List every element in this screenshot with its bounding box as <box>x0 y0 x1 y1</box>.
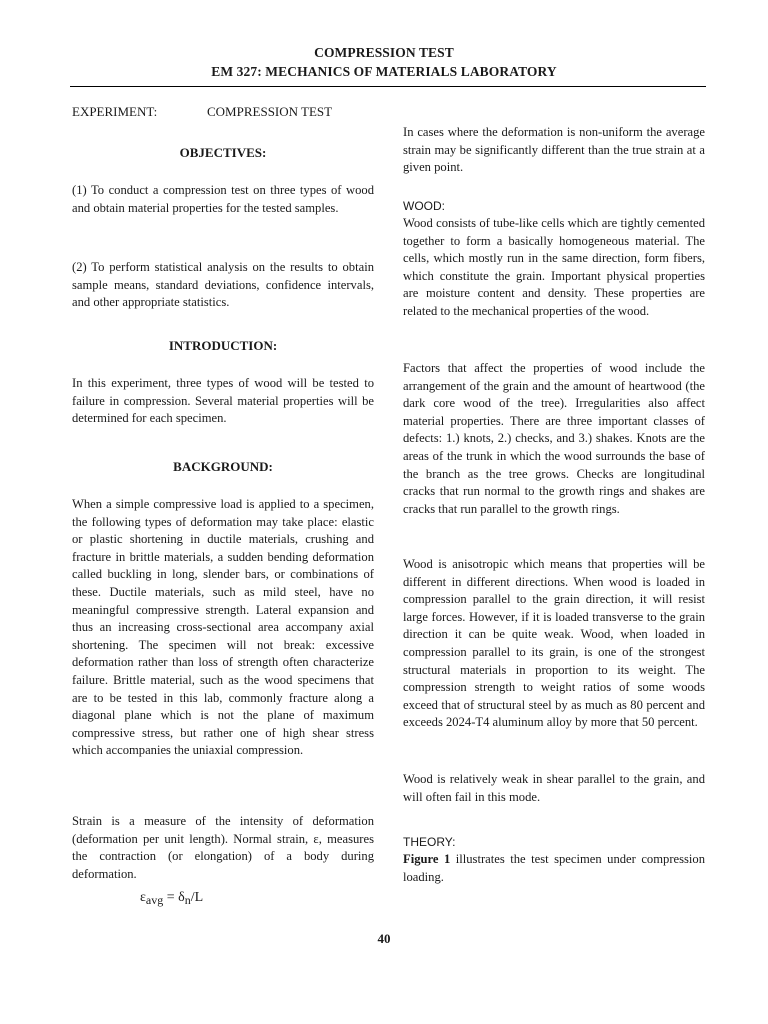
theory-body: illustrates the test specimen under compression loading. <box>403 852 706 884</box>
wood-heading: WOOD: <box>403 199 445 213</box>
document-title: COMPRESSION TEST <box>314 45 454 60</box>
experiment-label: EXPERIMENT: <box>72 104 158 119</box>
wood-paragraph-1: Wood consists of tube-like cells which are tightly cemented together to form a basically homogeneous material. The cells, which mostly run in the same direction, form fibers, which constitute the grain. Important physical properties are moisture content and density. These properties are related to the mechanical properties of the wood. <box>403 216 705 318</box>
wood-paragraph-2: Factors that affect the properties of wood include the arrangement of the grain and the amount of heartwood (the dark core wood of the tree). Irregularities also affect material properties. There are three important classes of defects: 1.) knots, 2.) checks, and 3.) shakes. Knots are the areas of the trunk in which the wood surrounds the base of the branch as the tree grows. Checks are longitudinal cracks that run normal to the growth rings and shakes are cracks that run parallel to the growth rings. <box>403 361 705 516</box>
background-heading: BACKGROUND: <box>173 459 273 474</box>
strain-formula <box>140 889 203 910</box>
nonuniform-strain-text: In cases where the deformation is non-uniform the average strain may be significantly different than the true strain at a given point. <box>403 125 705 175</box>
page-number: 40 <box>377 931 391 946</box>
formula-equals: = <box>163 890 179 905</box>
background-paragraph-2: Strain is a measure of the intensity of deformation (deformation per unit length). Normal strain, ε, measures the contraction (or elongation) of a body during deformation. <box>72 814 374 881</box>
objective-2: (2) To perform statistical analysis on the results to obtain sample means, standard deviations, confidence intervals, and other appropriate statistics. <box>72 260 374 310</box>
right-column <box>403 124 705 904</box>
objectives-heading: OBJECTIVES: <box>179 145 267 160</box>
formula-epsilon: ε <box>140 890 146 905</box>
header-rule <box>70 86 706 87</box>
formula-n-subscript: n <box>184 893 191 907</box>
introduction-text: In this experiment, three types of wood will be tested to failure in compression. Several material properties will be determined for each specimen. <box>72 376 374 426</box>
theory-text <box>403 851 705 886</box>
course-title: EM 327: MECHANICS OF MATERIALS LABORATORY <box>211 64 557 79</box>
experiment-line <box>72 103 332 121</box>
background-paragraph-1: When a simple compressive load is applied to a specimen, the following types of deformation may take place: elastic or plastic shortening in ductile materials, crushing and fracture in brittle materials, a sudden bending deformation called buckling in long, slender bars, or combinations of these. Ductile materials, such as mild steel, have no meaningful compressive strength. Lateral expansion and thus an increasing cross-sectional area accompany axial shortening. The specimen will not break: excessive deformation rather than loss of strength often characterize failure. Brittle material, such as the wood specimens that are to be tested in this lab, commonly fracture along a diagonal plane which is not the plane of maximum compressive stress, but rather one of high shear stress which accompanies the uniaxial compression. <box>72 497 374 758</box>
wood-paragraph-4: Wood is relatively weak in shear parallel to the grain, and will often fail in this mode. <box>403 772 705 804</box>
formula-over-length: /L <box>190 890 204 905</box>
formula-avg-subscript: avg <box>145 893 164 907</box>
formula-delta: δ <box>178 890 185 905</box>
objective-1: (1) To conduct a compression test on three types of wood and obtain material properties for the tested samples. <box>72 183 374 215</box>
wood-paragraph-3: Wood is anisotropic which means that properties will be different in different directions. When wood is loaded in compression parallel to the grain direction, it will resist large forces. However, if it is loaded transverse to the grain direction it can be quite weak. Wood, when loaded in compression parallel to its grain, is one of the strongest structural materials in proportion to its weight. The compression strength to weight ratios of some woods exceed that of structural steel by as much as 80 percent and exceeds 2024-T4 aluminum alloy by more that 50 percent. <box>403 557 705 730</box>
experiment-value: COMPRESSION TEST <box>207 104 333 119</box>
introduction-heading: INTRODUCTION: <box>168 338 278 353</box>
left-column <box>72 103 374 923</box>
theory-heading: THEORY: <box>403 835 456 849</box>
figure-1-reference: Figure 1 <box>403 852 451 866</box>
